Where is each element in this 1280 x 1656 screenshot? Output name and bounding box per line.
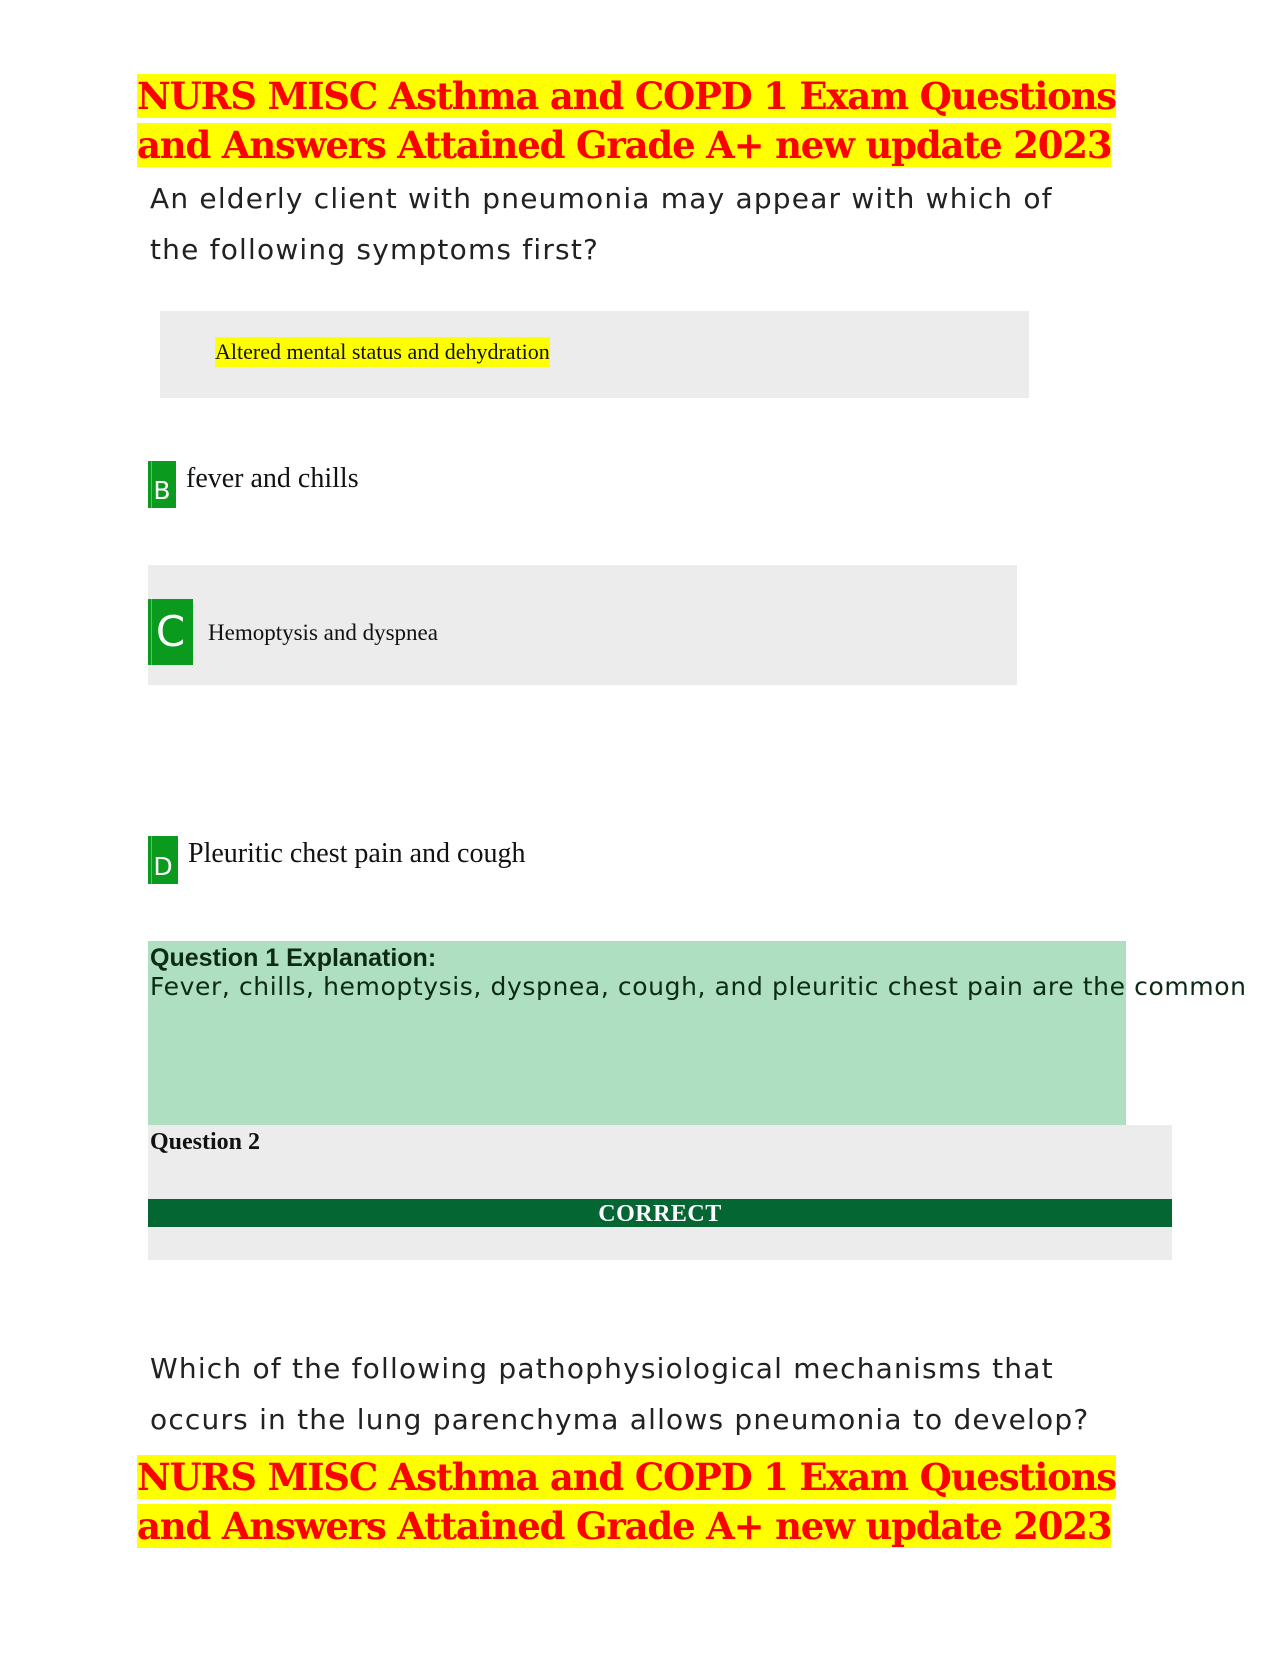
answer-option-c-text[interactable]: Hemoptysis and dyspnea <box>208 620 438 645</box>
question-1-explanation <box>148 941 1247 1125</box>
document-footer-title <box>137 1453 1127 1551</box>
document-footer-title-text: NURS MISC Asthma and COPD 1 Exam Questions and Answers Attained Grade A+ new update 2023 <box>137 1455 1116 1548</box>
question-2-label: Question 2 <box>150 1129 261 1155</box>
answer-option-a-text: Altered mental status and dehydration <box>215 337 550 367</box>
correct-status-bar: CORRECT <box>148 1199 1172 1227</box>
document-title <box>137 72 1127 170</box>
option-d-badge[interactable]: D <box>148 836 178 884</box>
option-b-badge[interactable]: B <box>148 461 176 508</box>
question-1-text: An elderly client with pneumonia may appear with which of the following symptoms first? <box>150 182 1053 266</box>
explanation-heading: Question 1 Explanation: <box>150 944 437 972</box>
question-2-text: Which of the following pathophysiological mechanisms that occurs in the lung parenchyma allows pneumonia to develop? <box>150 1352 1090 1436</box>
explanation-text: Fever, chills, hemoptysis, dyspnea, cough, and pleuritic chest pain are the common <box>150 972 1247 1001</box>
answer-option-b-text[interactable]: fever and chills <box>186 463 359 494</box>
option-c-badge[interactable]: C <box>148 599 193 665</box>
answer-option-d-text[interactable]: Pleuritic chest pain and cough <box>188 838 526 869</box>
answer-option-a[interactable] <box>160 311 1029 398</box>
question-2-panel <box>148 1125 1172 1260</box>
document-title-text: NURS MISC Asthma and COPD 1 Exam Questions and Answers Attained Grade A+ new update 2023 <box>137 74 1116 167</box>
